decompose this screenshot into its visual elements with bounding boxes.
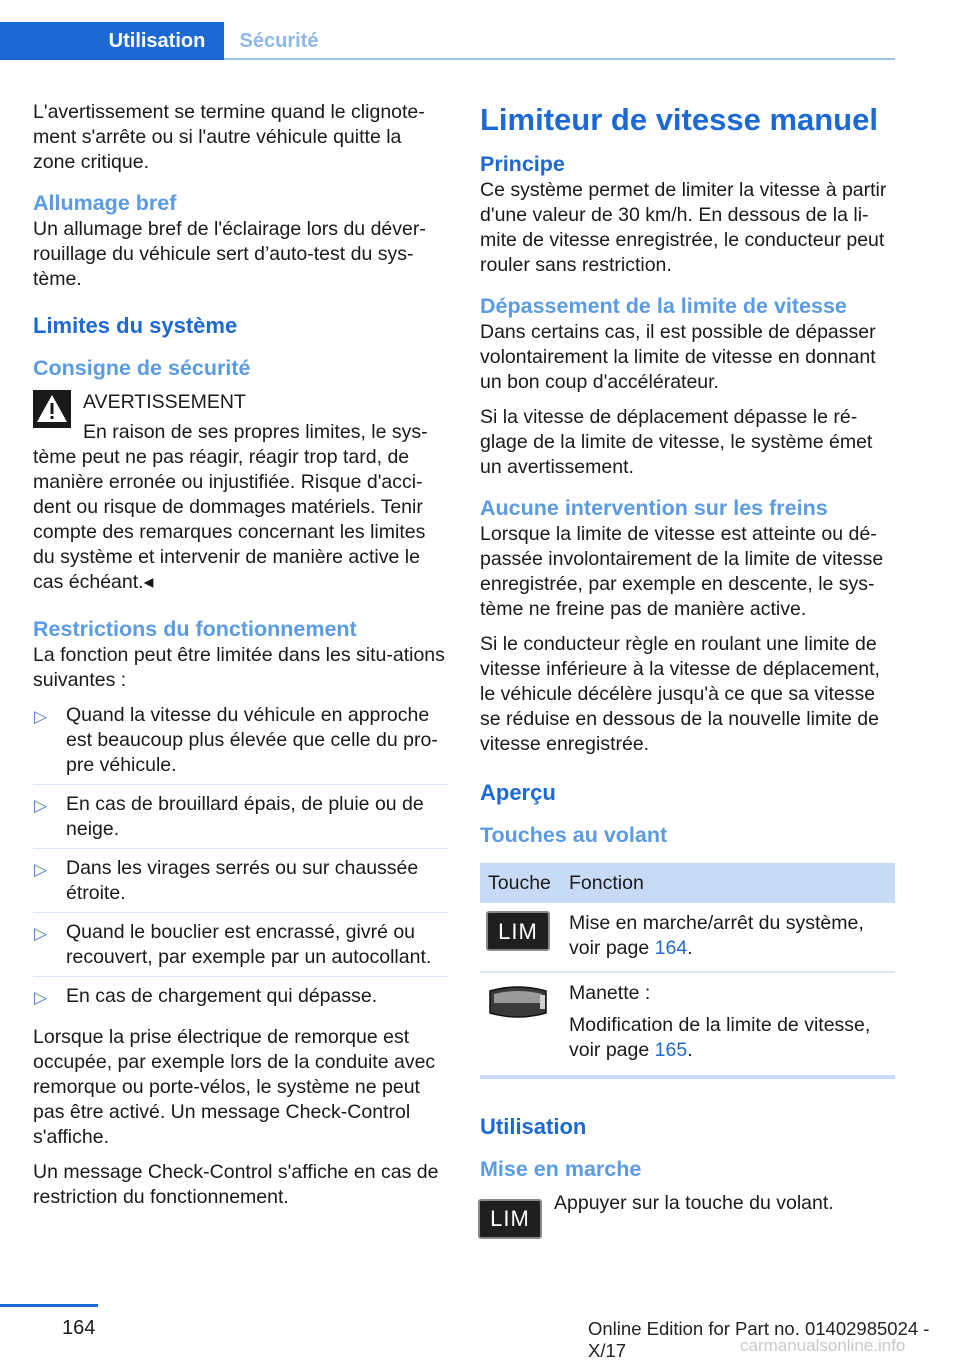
consigne-heading: Consigne de sécurité bbox=[33, 356, 251, 380]
apercu-heading: Aperçu bbox=[480, 780, 556, 805]
header-tabs bbox=[0, 0, 895, 62]
row2-description: Manette : Modification de la limite de vitesse, voir page 165. bbox=[561, 972, 895, 1077]
right-column bbox=[480, 100, 895, 1237]
intro-paragraph: L'avertissement se termine quand le clignote-ment s'arrête ou si l'autre véhicule quitte la zone critique. bbox=[33, 101, 425, 173]
column-header-fonction: Fonction bbox=[561, 863, 895, 903]
page-number: 164 bbox=[62, 1317, 96, 1339]
list-item: ▷ Quand le bouclier est encrassé, givré ou recouvert, par exemple par un autocollant. bbox=[33, 920, 448, 977]
bullet-triangle-icon: ▷ bbox=[34, 796, 48, 815]
tab-securite[interactable]: Sécurité bbox=[239, 29, 319, 52]
principe-paragraph: Ce système permet de limiter la vitesse à partir d'une valeur de 30 km/h. En dessous de la li-mite de vitesse enregistrée, le conducteur peut rouler sans restriction. bbox=[480, 179, 887, 276]
tab-utilisation[interactable]: Utilisation bbox=[0, 22, 224, 60]
keys-table bbox=[480, 863, 895, 1079]
warning-block bbox=[33, 390, 448, 595]
edition-text: Online Edition for Part no. 01402985024 - X/17 bbox=[588, 1318, 930, 1361]
principe-heading: Principe bbox=[480, 152, 565, 176]
row1-description: Mise en marche/arrêt du système, voir page 164. bbox=[561, 903, 895, 972]
depassement-paragraph-2: Si la vitesse de déplacement dépasse le ré-glage de la limite de vitesse, le système émet un avertissement. bbox=[480, 406, 873, 478]
table-header-row bbox=[480, 863, 895, 903]
remorque-paragraph: Lorsque la prise électrique de remorque est occupée, par exemple lors de la conduite avec remorque ou porte-vélos, le système ne peut pas être activé. Un message Check-Control s'affiche. bbox=[33, 1026, 436, 1148]
bullet-triangle-icon: ▷ bbox=[34, 707, 48, 726]
touches-heading: Touches au volant bbox=[480, 823, 668, 847]
table-row bbox=[480, 972, 895, 1077]
warning-text: En raison de ses propres limites, le sys-tème peut ne pas réagir, réagir trop tard, de manière erronée ou injustifiée. Risque d'acci-dent ou risque de dommages matériels. Tenir compte des remarques concernant les limites du système et intervenir de manière active le cas échéant.◂ bbox=[33, 421, 428, 593]
marche-row bbox=[480, 1191, 895, 1237]
page-link-164[interactable]: 164 bbox=[654, 937, 688, 959]
freins-heading: Aucune intervention sur les freins bbox=[480, 496, 828, 520]
page-link-165[interactable]: 165 bbox=[654, 1039, 688, 1061]
main-title: Limiteur de vitesse manuel bbox=[480, 102, 878, 137]
list-item: ▷ En cas de chargement qui dépasse. bbox=[33, 984, 448, 1015]
tab-divider bbox=[224, 58, 895, 60]
warning-label: AVERTISSEMENT bbox=[83, 391, 246, 413]
restrictions-list bbox=[33, 703, 448, 1015]
utilisation-heading: Utilisation bbox=[480, 1114, 587, 1139]
restrictions-heading: Restrictions du fonctionnement bbox=[33, 617, 357, 641]
bullet-triangle-icon: ▷ bbox=[34, 988, 48, 1007]
rocker-switch-icon bbox=[486, 981, 550, 1023]
left-column bbox=[33, 100, 448, 1220]
freins-paragraph-2: Si le conducteur règle en roulant une limite de vitesse inférieure à la vitesse de déplacement, le véhicule décélère jusqu'à ce que sa vitesse se réduise en dessous de la nouvelle limite de vitesse enregistrée. bbox=[480, 633, 880, 755]
warning-triangle-icon bbox=[33, 390, 71, 428]
column-header-touche: Touche bbox=[480, 863, 561, 903]
checkcontrol-paragraph: Un message Check-Control s'affiche en cas de restriction du fonctionnement. bbox=[33, 1161, 439, 1208]
marche-heading: Mise en marche bbox=[480, 1157, 642, 1181]
limites-heading: Limites du système bbox=[33, 313, 238, 338]
list-item: ▷ En cas de brouillard épais, de pluie ou de neige. bbox=[33, 792, 448, 849]
lim-key-icon: LIM bbox=[478, 1199, 542, 1239]
restrictions-intro: La fonction peut être limitée dans les situ-ations suivantes : bbox=[33, 644, 445, 691]
watermark-text: carmanualsonline.info bbox=[740, 1336, 906, 1355]
freins-paragraph-1: Lorsque la limite de vitesse est atteinte ou dé-passée involontairement de la limite de vitesse enregistrée, par exemple en descente, le sys-tème ne freine pas de manière active. bbox=[480, 523, 884, 620]
allumage-paragraph: Un allumage bref de l'éclairage lors du déver-rouillage du véhicule sert d’auto-test du sys-tème. bbox=[33, 218, 426, 290]
table-row bbox=[480, 903, 895, 972]
allumage-heading: Allumage bref bbox=[33, 191, 177, 215]
bullet-triangle-icon: ▷ bbox=[34, 924, 48, 943]
marche-paragraph: Appuyer sur la touche du volant. bbox=[554, 1192, 834, 1214]
list-item: ▷ Dans les virages serrés ou sur chaussée étroite. bbox=[33, 856, 448, 913]
bullet-triangle-icon: ▷ bbox=[34, 860, 48, 879]
depassement-heading: Dépassement de la limite de vitesse bbox=[480, 294, 847, 318]
lim-key-icon: LIM bbox=[486, 911, 550, 951]
depassement-paragraph-1: Dans certains cas, il est possible de dépasser volontairement la limite de vitesse en donnant un bon coup d'accélérateur. bbox=[480, 321, 876, 393]
footer-rule bbox=[0, 1304, 98, 1307]
list-item: ▷ Quand la vitesse du véhicule en approche est beaucoup plus élevée que celle du pro-pre véhicule. bbox=[33, 703, 448, 785]
